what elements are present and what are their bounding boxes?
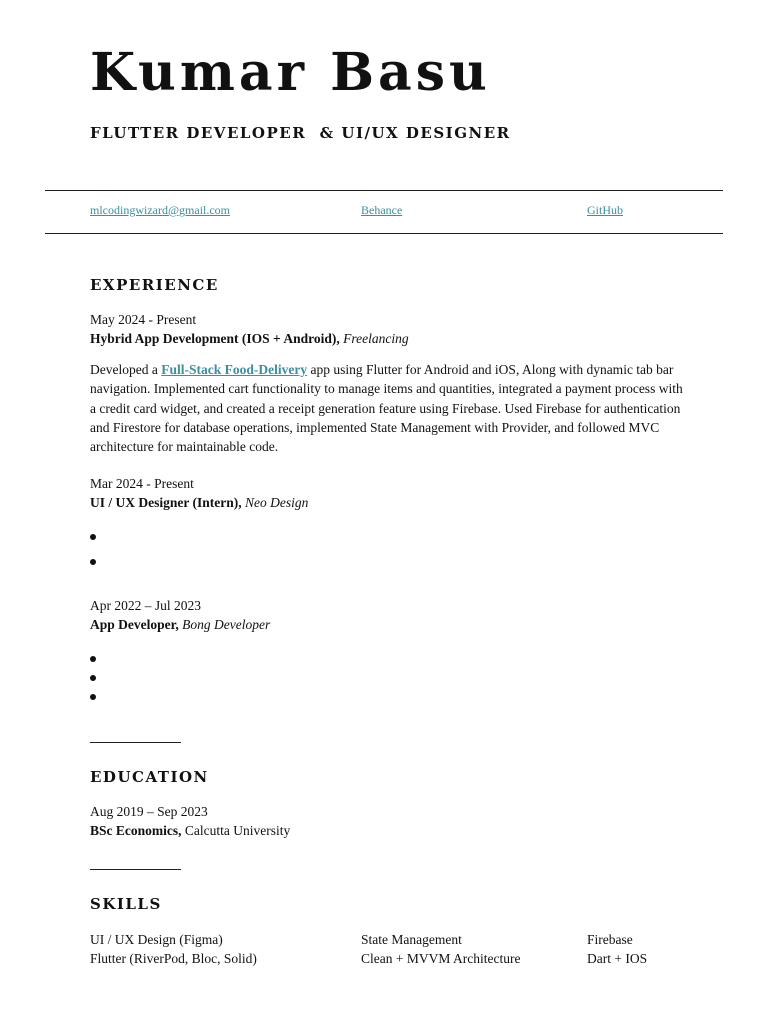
job-1-org: Freelancing (343, 331, 409, 346)
job-3-role: App Developer, (90, 617, 179, 632)
job-title: FLUTTER DEVELOPER & UI/UX DESIGNER (90, 124, 511, 142)
job-3-dates: Apr 2022 – Jul 2023 (90, 598, 201, 613)
project-link[interactable]: Full-Stack Food-Delivery (161, 362, 308, 377)
job-2-org: Neo Design (245, 495, 309, 510)
education-degree: BSc Economics, (90, 823, 182, 838)
skill-item: Dart + IOS (587, 951, 648, 966)
skills-heading: SKILLS (90, 895, 162, 913)
skill-item: Firebase (587, 932, 633, 947)
candidate-name: Kumar Basu (90, 42, 491, 103)
skill-item: UI / UX Design (Figma) (90, 932, 223, 947)
education-heading: EDUCATION (90, 768, 209, 786)
job-1-role: Hybrid App Development (IOS + Android), (90, 331, 340, 346)
divider-top (45, 190, 723, 191)
email-link[interactable]: mlcodingwizard@gmail.com (90, 203, 231, 217)
github-link[interactable]: GitHub (587, 203, 623, 217)
education-heading-line (90, 823, 290, 839)
education-school: Calcutta University (184, 823, 291, 838)
contact-row (90, 203, 690, 223)
skill-item: Flutter (RiverPod, Bloc, Solid) (90, 951, 257, 966)
job-3-org: Bong Developer (182, 617, 271, 632)
job-2-dates: Mar 2024 - Present (90, 476, 194, 491)
education-dates: Aug 2019 – Sep 2023 (90, 804, 208, 819)
job-1-desc-pre: Developed a (90, 362, 162, 377)
divider-bottom (45, 233, 723, 234)
job-2-bullet-2 (90, 559, 96, 565)
job-2-heading (90, 495, 308, 511)
job-3-bullet-3 (90, 694, 96, 700)
job-1-description (90, 360, 690, 456)
skill-item: Clean + MVVM Architecture (361, 951, 521, 966)
job-1-heading (90, 331, 409, 347)
behance-link[interactable]: Behance (361, 203, 403, 217)
job-2-bullet-1 (90, 534, 96, 540)
section-divider-2 (90, 869, 181, 870)
job-2-role: UI / UX Designer (Intern), (90, 495, 242, 510)
job-3-bullet-1 (90, 656, 96, 662)
job-3-bullet-2 (90, 675, 96, 681)
skill-item: State Management (361, 932, 462, 947)
experience-heading: EXPERIENCE (90, 276, 219, 294)
job-3-heading (90, 617, 270, 633)
section-divider-1 (90, 742, 181, 743)
job-1-desc-post: app using Flutter for Android and iOS, Along with dynamic tab bar navigation. Implemented cart functionality to manage items and quantities, integrated a payment process with a credit card widget, and created a receipt generation feature using Firebase. Used Firebase for authentication and Firestore for database operations, implemented State Management with Provider, and followed MVC architecture for maintainable code. (90, 362, 683, 455)
job-1-dates: May 2024 - Present (90, 312, 197, 327)
